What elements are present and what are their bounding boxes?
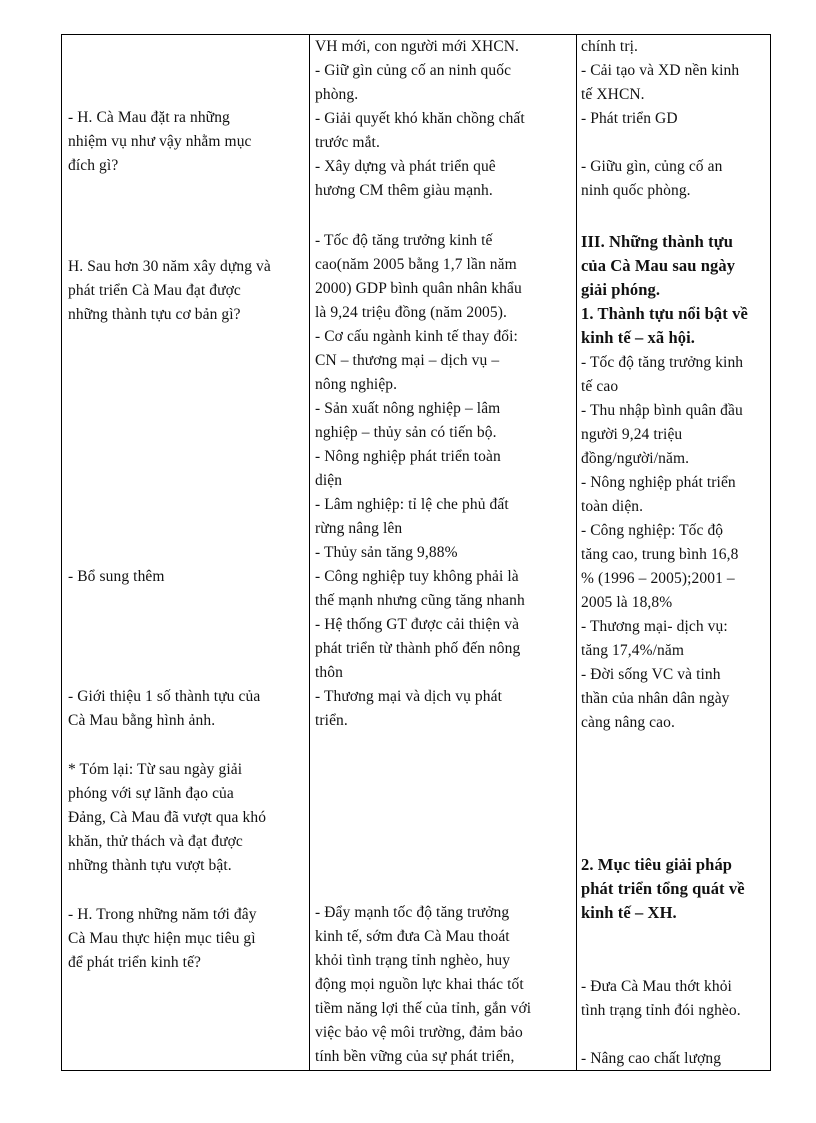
text-line: đích gì? [68, 157, 119, 174]
text-line: - Nông nghiệp phát triển toàn [315, 448, 501, 465]
text-line: đồng/người/năm. [581, 450, 690, 467]
text-line: tình trạng tỉnh đói nghèo. [581, 1002, 741, 1019]
text-line: - Sản xuất nông nghiệp – lâm [315, 400, 501, 417]
text-line: H. Sau hơn 30 năm xây dựng và [68, 258, 271, 275]
text-line: để phát triển kinh tế? [68, 954, 202, 971]
text-line: trước mắt. [315, 134, 380, 151]
note-introduce-images [68, 685, 306, 733]
text-line: - Đưa Cà Mau thớt khỏi [581, 978, 732, 995]
content-goal-poverty [581, 975, 771, 1023]
text-line: - Phát triển GD [581, 110, 678, 127]
text-line: - Tốc độ tăng trưởng kinh tế [315, 232, 493, 249]
lesson-table [61, 34, 771, 1071]
text-line: - Công nghiệp tuy không phải là [315, 568, 519, 585]
text-line: - Thương mại và dịch vụ phát [315, 688, 502, 705]
text-line: phóng với sự lãnh đạo của [68, 785, 234, 802]
text-line: - Xây dựng và phát triển quê [315, 158, 496, 175]
text-line: * Tóm lại: Từ sau ngày giải [68, 761, 243, 778]
text-line: càng nâng cao. [581, 714, 675, 731]
text-line: của Cà Mau sau ngày [581, 256, 736, 275]
question-achievements [68, 255, 306, 327]
content-tasks [581, 35, 771, 131]
text-line: - H. Trong những năm tới đây [68, 906, 257, 923]
text-line: hương CM thêm giàu mạnh. [315, 182, 493, 199]
summary-paragraph [68, 758, 306, 878]
text-line: nhiệm vụ như vậy nhằm mục [68, 133, 252, 150]
text-line: nông nghiệp. [315, 376, 398, 393]
text-line: - Tốc độ tăng trưởng kinh [581, 354, 744, 371]
text-line: việc bảo vệ môi trường, đảm bảo [315, 1024, 523, 1041]
text-line: - Giới thiệu 1 số thành tựu của [68, 688, 261, 705]
text-line: - Hệ thống GT được cải thiện và [315, 616, 520, 633]
text-line: kinh tế – xã hội. [581, 328, 696, 347]
text-line: phát triển từ thành phố đến nông [315, 640, 521, 657]
text-line: là 9,24 triệu đồng (năm 2005). [315, 304, 507, 321]
answer-achievements [315, 229, 573, 733]
text-line: Đảng, Cà Mau đã vượt qua khó [68, 809, 267, 826]
text-line: - Cơ cấu ngành kinh tế thay đổi: [315, 328, 518, 345]
text-line: diện [315, 472, 343, 489]
text-line: - Bổ sung thêm [68, 568, 165, 585]
section-heading-goals [581, 853, 771, 925]
text-line: - Giữ gìn củng cố an ninh quốc [315, 62, 512, 79]
section-heading-achievements [581, 230, 771, 350]
text-line: khăn, thử thách và đạt được [68, 833, 243, 850]
text-line: - Thủy sản tăng 9,88% [315, 544, 458, 561]
teacher-activity-column [62, 35, 309, 1070]
question-tasks-purpose [68, 106, 306, 178]
text-line: tiềm năng lợi thế của tỉnh, gắn với [315, 1000, 532, 1017]
text-line: - Đẩy mạnh tốc độ tăng trưởng [315, 904, 510, 921]
text-line: kinh tế, sớm đưa Cà Mau thoát [315, 928, 510, 945]
text-line: tế XHCN. [581, 86, 645, 103]
answer-future-goals [315, 901, 573, 1069]
content-achievements-list [581, 351, 771, 735]
question-future-goals [68, 903, 306, 975]
text-line: III. Những thành tựu [581, 232, 734, 251]
text-line: kinh tế – XH. [581, 903, 677, 922]
text-line: % (1996 – 2005);2001 – [581, 570, 735, 587]
text-line: những thành tựu vượt bật. [68, 857, 232, 874]
content-goal-quality [581, 1047, 771, 1071]
text-line: - Nông nghiệp phát triển [581, 474, 736, 491]
text-line: - Lâm nghiệp: tỉ lệ che phủ đất [315, 496, 509, 513]
text-line: VH mới, con người mới XHCN. [315, 38, 520, 55]
content-security [581, 155, 771, 203]
text-line: 1. Thành tựu nổi bật về [581, 304, 748, 323]
text-line: động mọi nguồn lực khai thác tốt [315, 976, 524, 993]
text-line: thần của nhân dân ngày [581, 690, 730, 707]
text-line: - Cải tạo và XD nền kinh [581, 62, 740, 79]
text-line: 2000) GDP bình quân nhân khẩu [315, 280, 522, 297]
text-line: CN – thương mại – dịch vụ – [315, 352, 500, 369]
text-line: những thành tựu cơ bản gì? [68, 306, 241, 323]
text-line: Cà Mau thực hiện mục tiêu gì [68, 930, 256, 947]
text-line: - Nâng cao chất lượng [581, 1050, 722, 1067]
content-column [577, 35, 772, 1070]
text-line: tăng 17,4%/năm [581, 642, 684, 659]
text-line: chính trị. [581, 38, 638, 55]
text-line: - Giữu gìn, củng cố an [581, 158, 723, 175]
text-line: - Đời sống VC và tinh [581, 666, 721, 683]
text-line: 2005 là 18,8% [581, 594, 673, 611]
text-line: thế mạnh nhưng cũng tăng nhanh [315, 592, 525, 609]
text-line: tính bền vững của sự phát triển, [315, 1048, 515, 1065]
text-line: - H. Cà Mau đặt ra những [68, 109, 230, 126]
text-line: rừng nâng lên [315, 520, 403, 537]
text-line: nghiệp – thủy sản có tiến bộ. [315, 424, 497, 441]
text-line: cao(năm 2005 bằng 1,7 lần năm [315, 256, 517, 273]
text-line: tăng cao, trung bình 16,8 [581, 546, 739, 563]
text-line: - Giải quyết khó khăn chồng chất [315, 110, 525, 127]
text-line: phát triển Cà Mau đạt được [68, 282, 241, 299]
student-activity-column [310, 35, 576, 1070]
text-line: - Thương mại- dịch vụ: [581, 618, 728, 635]
text-line: Cà Mau bằng hình ảnh. [68, 712, 216, 729]
text-line: người 9,24 triệu [581, 426, 683, 443]
text-line: phòng. [315, 86, 359, 103]
text-line: ninh quốc phòng. [581, 182, 691, 199]
text-line: khỏi tình trạng tỉnh nghèo, huy [315, 952, 511, 969]
text-line: giải phóng. [581, 280, 661, 299]
note-supplement [68, 565, 306, 589]
text-line: - Công nghiệp: Tốc độ [581, 522, 724, 539]
answer-tasks [315, 35, 573, 203]
text-line: phát triển tổng quát về [581, 879, 745, 898]
text-line: 2. Mục tiêu giải pháp [581, 855, 733, 874]
text-line: tế cao [581, 378, 619, 395]
text-line: triển. [315, 712, 348, 729]
text-line: - Thu nhập bình quân đầu [581, 402, 743, 419]
text-line: thôn [315, 664, 343, 681]
text-line: toàn diện. [581, 498, 644, 515]
